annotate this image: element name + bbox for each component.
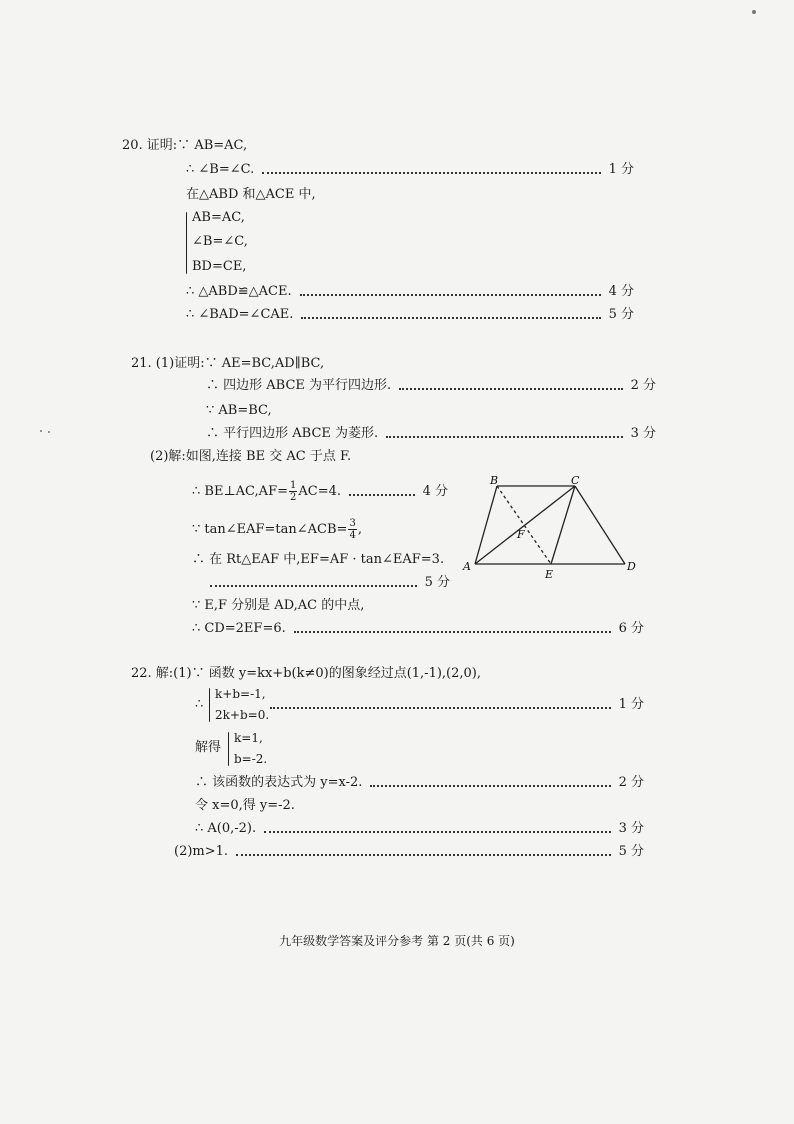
score-label: 1 分 [608, 162, 634, 177]
leader-dots [301, 317, 600, 319]
eq-line: BD=CE, [192, 259, 247, 274]
eq-line: 2k+b=0. [215, 708, 270, 722]
score-label: 1 分 [618, 697, 644, 712]
brace [209, 688, 210, 722]
q20-heading: 20. 证明:∵ AB=AC, [122, 138, 248, 153]
segment-cd [575, 486, 625, 564]
brace [186, 212, 187, 274]
q20-step-4-text: ∴ ∠BAD=∠CAE. [186, 307, 294, 322]
q20-step-2: 在△ABD 和△ACE 中, [186, 187, 316, 202]
q21-step-5 [192, 518, 362, 541]
fraction-three-quarters [348, 518, 356, 541]
denominator: 2 [289, 492, 297, 503]
segment-ce [551, 486, 575, 564]
q20-step-4 [186, 307, 634, 323]
q21-step-4 [192, 480, 448, 503]
score-label: 5 分 [618, 844, 644, 859]
q21-step-6-score [210, 575, 450, 591]
q21-step-3-text: ∴ 平行四边形 ABCE 为菱形. [206, 426, 379, 441]
score-label: 4 分 [422, 483, 448, 499]
label-d: D [627, 560, 636, 573]
leader-dots [300, 294, 601, 296]
numerator: 3 [349, 518, 356, 529]
q22-step-6 [174, 844, 644, 860]
eq-line: b=-2. [234, 752, 268, 766]
q22-heading: 22. 解:(1)∵ 函数 y=kx+b(k≠0)的图象经过点(1,-1),(2,0), [131, 666, 482, 681]
fraction-half [289, 480, 297, 503]
leader-dots [349, 494, 415, 496]
eq-line: k+b=-1, [215, 687, 266, 701]
scan-speck [752, 10, 756, 14]
leader-dots [386, 436, 622, 438]
leader-dots [370, 785, 610, 787]
q21-part2-heading: (2)解:如图,连接 BE 交 AC 于点 F. [150, 449, 352, 464]
leader-dots [236, 854, 611, 856]
score-label: 5 分 [608, 307, 634, 322]
q22-step-5 [195, 821, 644, 837]
leader-dots [264, 831, 610, 833]
score-label: 2 分 [618, 775, 644, 790]
denominator: 4 [349, 530, 356, 541]
label-c: C [571, 474, 580, 487]
brace [228, 732, 229, 766]
q21-step-6: ∴ 在 Rt△EAF 中,EF=AF · tan∠EAF=3. [192, 552, 445, 567]
leader-dots [262, 172, 600, 174]
label-a: A [463, 560, 471, 573]
q21-step-1-text: ∴ 四边形 ABCE 为平行四边形. [206, 378, 392, 393]
scan-speck [48, 431, 50, 433]
text-part: AC=4. [298, 484, 341, 499]
q21-step-2: ∵ AB=BC, [206, 403, 272, 418]
leader-dots [399, 388, 622, 390]
label-e: E [545, 568, 554, 581]
score-label: 6 分 [618, 621, 644, 636]
q22-step-4: 令 x=0,得 y=-2. [195, 798, 295, 813]
q20-step-1 [186, 162, 634, 178]
q22-step-3 [195, 775, 644, 791]
text-part: ∴ BE⊥AC,AF= [192, 484, 288, 499]
score-label: 3 分 [618, 821, 644, 836]
leader-dots [270, 707, 611, 709]
label-b: B [490, 474, 499, 487]
rhombus-trapezoid-figure [455, 474, 645, 584]
text-part: , [357, 522, 362, 537]
q22-step-5-text: ∴ A(0,-2). [195, 821, 257, 836]
segment-ac [475, 486, 575, 564]
scan-speck [40, 430, 42, 432]
numerator: 1 [289, 480, 297, 491]
score-label: 5 分 [424, 575, 450, 590]
q22-step-1-score [270, 697, 644, 713]
label-f: F [517, 528, 525, 541]
leader-dots [294, 631, 611, 633]
q20-step-3 [186, 284, 634, 300]
leader-dots [210, 585, 417, 587]
q20-step-3-text: ∴ △ABD≌△ACE. [186, 284, 292, 299]
q21-step-1 [206, 378, 656, 394]
score-label: 3 分 [630, 426, 656, 441]
q21-step-7: ∵ E,F 分别是 AD,AC 的中点, [192, 598, 365, 613]
q20-step-1-text: ∴ ∠B=∠C. [186, 162, 255, 177]
score-label: 2 分 [630, 378, 656, 393]
q21-step-4-text [192, 480, 341, 503]
eq-line: ∠B=∠C, [192, 234, 248, 249]
q21-step-3 [206, 426, 656, 442]
q22-therefore: ∴ [195, 697, 204, 712]
q22-step-3-text: ∴ 该函数的表达式为 y=x-2. [195, 775, 363, 790]
eq-line: k=1, [234, 731, 263, 745]
q21-step-8 [192, 621, 644, 637]
page-footer: 九年级数学答案及评分参考 第 2 页(共 6 页) [279, 934, 515, 948]
text-part: ∵ tan∠EAF=tan∠ACB= [192, 522, 348, 537]
segment-ab [475, 486, 497, 564]
q22-step-6-text: (2)m>1. [174, 844, 229, 859]
q22-solve-label: 解得 [195, 740, 222, 755]
q21-step-8-text: ∴ CD=2EF=6. [192, 621, 286, 636]
score-label: 4 分 [608, 284, 634, 299]
eq-line: AB=AC, [192, 210, 245, 225]
q21-heading: 21. (1)证明:∵ AE=BC,AD∥BC, [131, 356, 325, 371]
